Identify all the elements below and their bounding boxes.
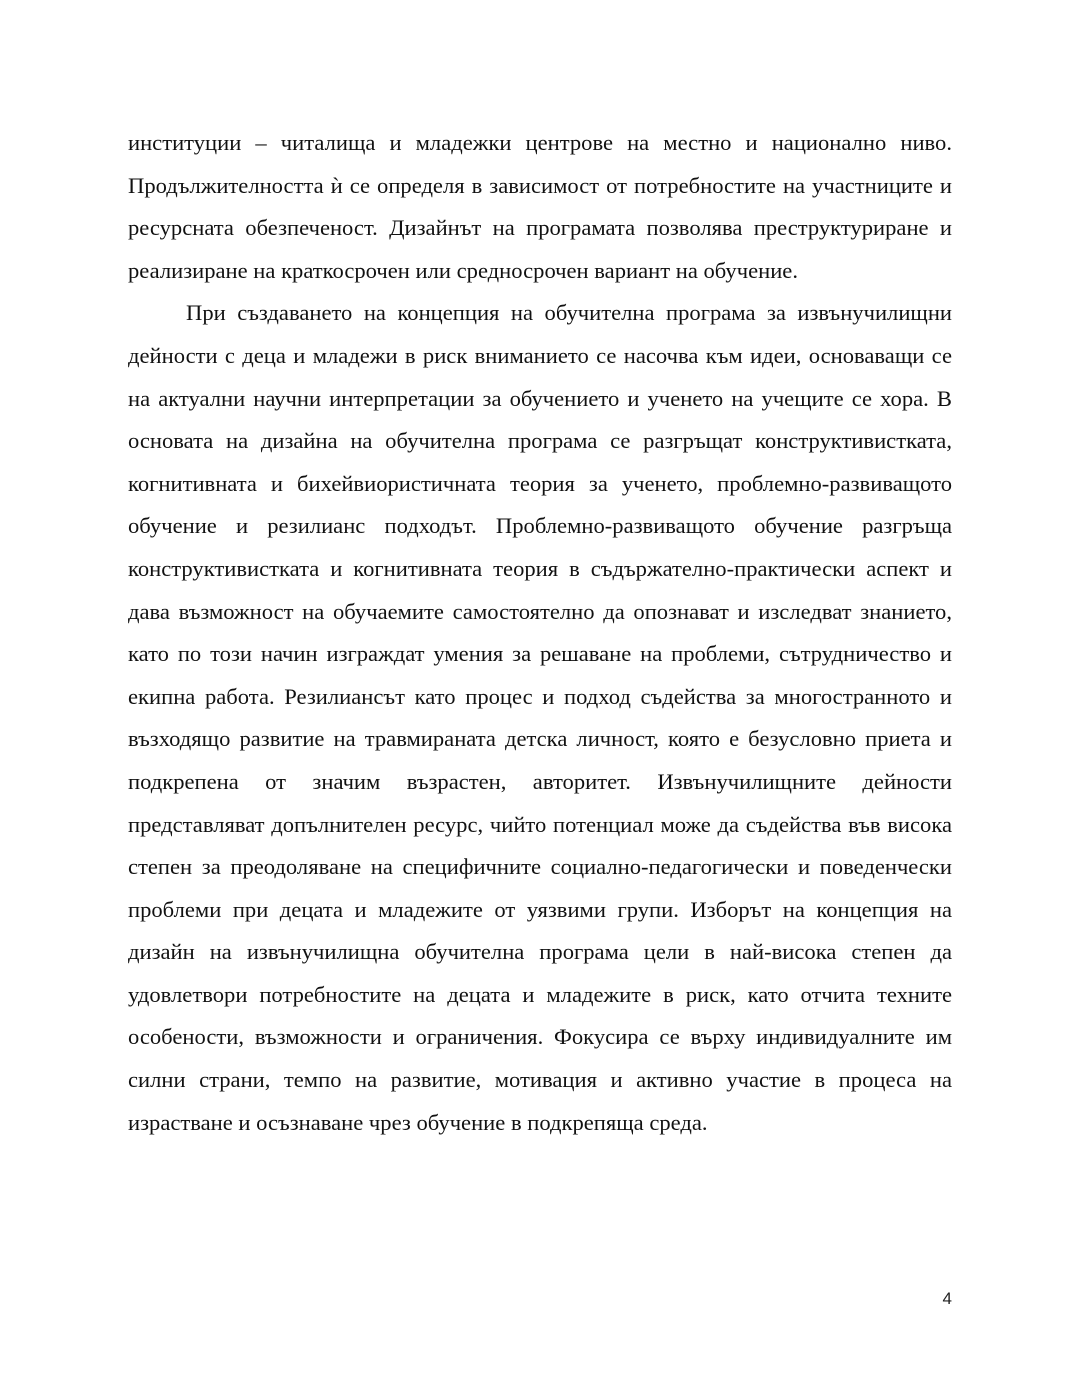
page-number: 4 <box>942 1289 952 1308</box>
paragraph-concept: При създаването на концепция на обучителна програма за извънучилищни дейности с деца и младежи в риск вниманието се насочва към идеи, основаващи се на актуални научни интерпретации за обучението и ученето на учещите се хора. В основата на дизайна на обучителна програма се разгръщат конструктивистката, когнитивната и бихейвиористичната теория за ученето, проблемно-развиващото обучение и резилианс подходът. Проблемно-развиващото обучение разгръща конструктивистката и когнитивната теория в съдържателно-практически аспект и дава възможност на обучаемите самостоятелно да опознават и изследват знанието, като по този начин изграждат умения за решаване на проблеми, сътрудничество и екипна работа. Резилиансът като процес и подход съдейства за многостранното и възходящо развитие на травмираната детска личност, която е безусловно приета и подкрепена от значим възрастен, авторитет. Извънучилищните дейности представляват допълнителен ресурс, чийто потенциал може да съдейства във висока степен за преодоляване на специфичните социално-педагогически и поведенчески проблеми при децата и младежите от уязвими групи. Изборът на концепция на дизайн на извънучилищна обучителна програма цели в най-висока степен да удовлетвори потребностите на децата и младежите в риск, като отчита техните особености, възможности и ограничения. Фокусира се върху индивидуалните им силни страни, темпо на развитие, мотивация и активно участие в процеса на израстване и осъзнаване чрез обучение в подкрепяща среда. <box>128 300 952 1135</box>
paragraph-continuation: институции – читалища и младежки центрове на местно и национално ниво. Продължителността ѝ се определя в зависимост от потребностите на участниците и ресурсната обезпеченост. Дизайнът на програмата позволява преструктуриране и реализиране на краткосрочен или средносрочен вариант на обучение. <box>128 130 952 283</box>
body-text <box>128 122 952 1144</box>
